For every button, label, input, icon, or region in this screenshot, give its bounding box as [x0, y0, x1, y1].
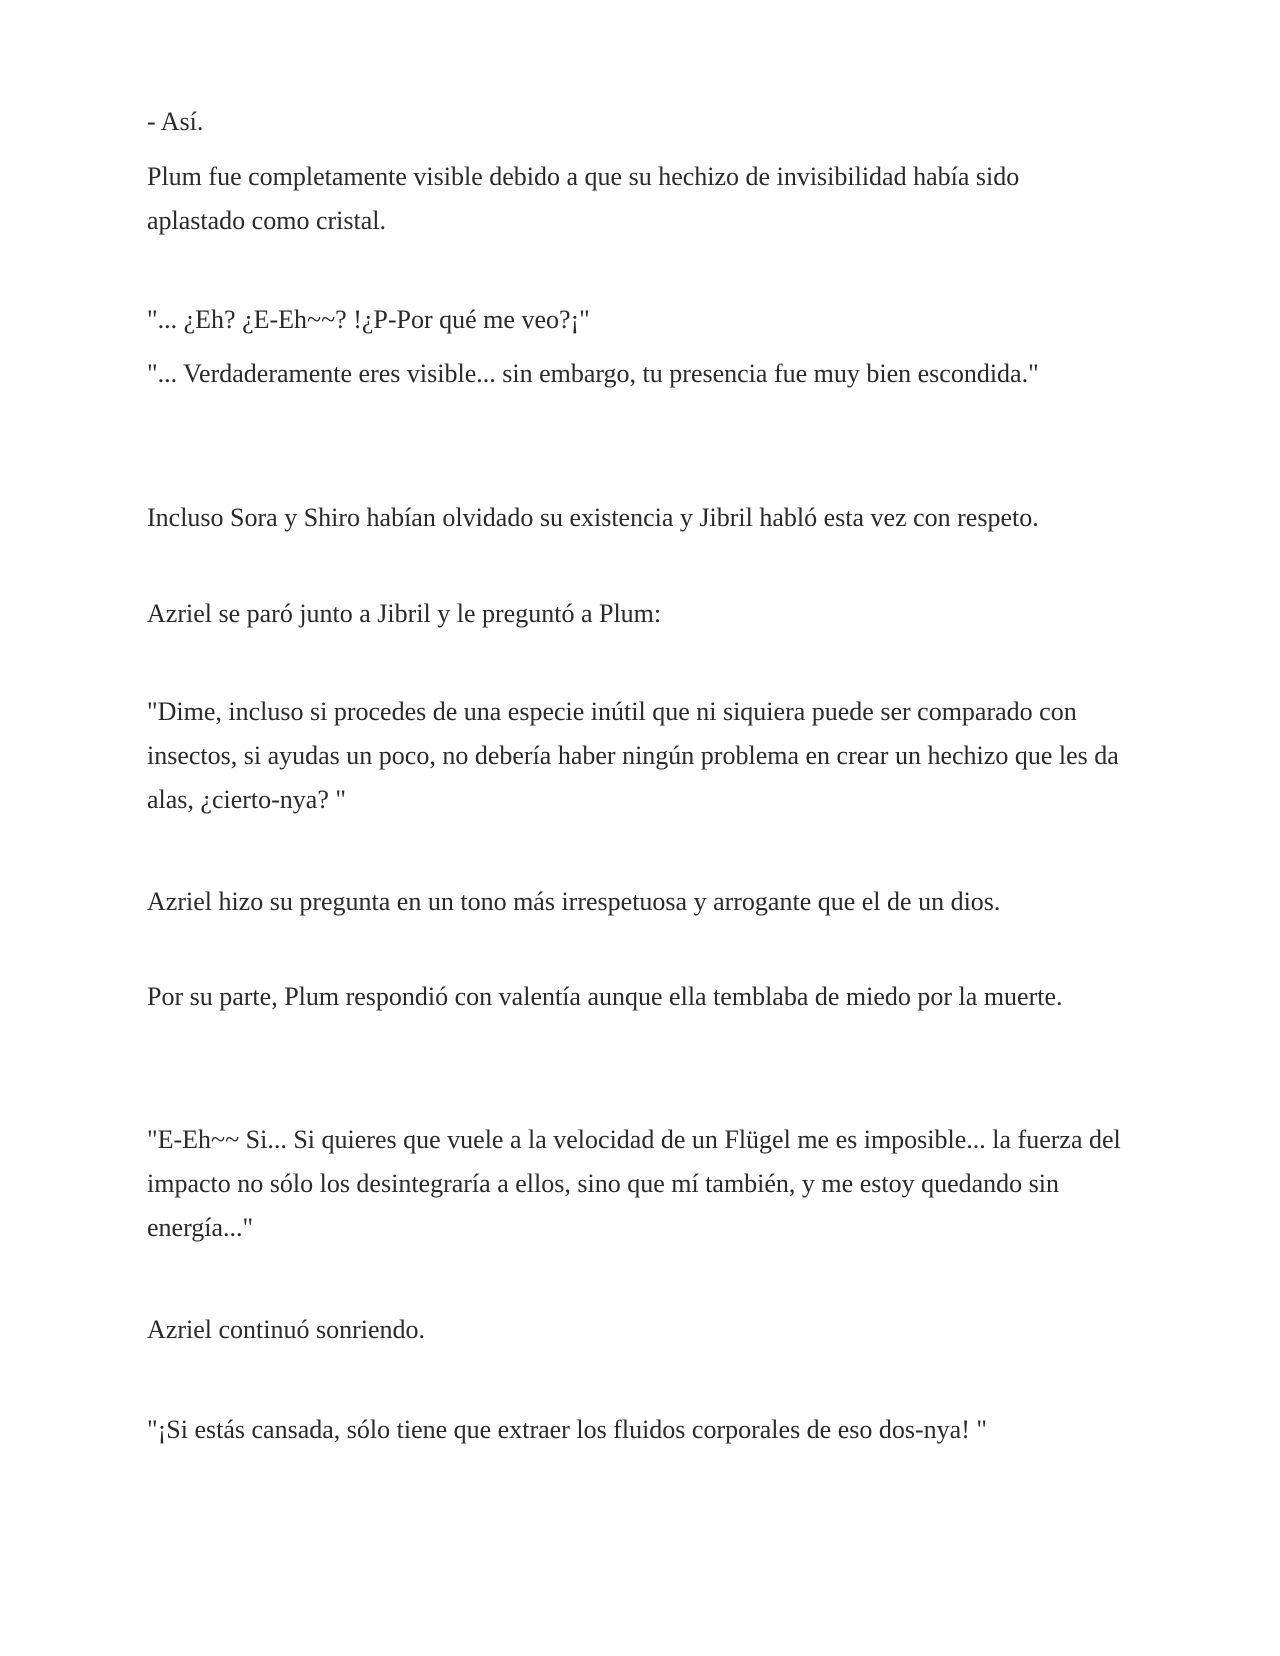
paragraph-jibril-remark: "... Verdaderamente eres visible... sin embargo, tu presencia fue muy bien escondida."	[147, 359, 1039, 388]
paragraph-plum-dialogue: "E-Eh~~ Si... Si quieres que vuele a la velocidad de un Flügel me es imposible... la fuerza del impacto no sólo los desintegraría a ellos, sino que mí también, y me estoy quedando sin energía..."	[147, 1125, 1121, 1242]
paragraph-azriel-smiles: Azriel continuó sonriendo.	[147, 1315, 425, 1344]
paragraph-azriel-asks: Azriel se paró junto a Jibril y le preguntó a Plum:	[147, 599, 662, 628]
paragraph-plum-question: "... ¿Eh? ¿E-Eh~~? !¿P-Por qué me veo?¡"	[147, 305, 590, 334]
paragraph-asi: - Así.	[147, 107, 204, 136]
paragraph-azriel-final: "¡Si estás cansada, sólo tiene que extraer los fluidos corporales de eso dos-nya! "	[147, 1415, 987, 1444]
paragraph-plum-visible: Plum fue completamente visible debido a que su hechizo de invisibilidad había sido aplastado como cristal.	[147, 162, 1020, 235]
paragraph-azriel-tone: Azriel hizo su pregunta en un tono más irrespetuosa y arrogante que el de un dios.	[147, 887, 1001, 916]
paragraph-plum-response: Por su parte, Plum respondió con valentía aunque ella temblaba de miedo por la muerte.	[147, 982, 1063, 1011]
paragraph-azriel-dialogue: "Dime, incluso si procedes de una especie inútil que ni siquiera puede ser comparado con insectos, si ayudas un poco, no debería haber ningún problema en crear un hechizo que les da alas, ¿cierto-nya? "	[147, 697, 1119, 814]
paragraph-sora-shiro: Incluso Sora y Shiro habían olvidado su existencia y Jibril habló esta vez con respeto.	[147, 503, 1039, 532]
